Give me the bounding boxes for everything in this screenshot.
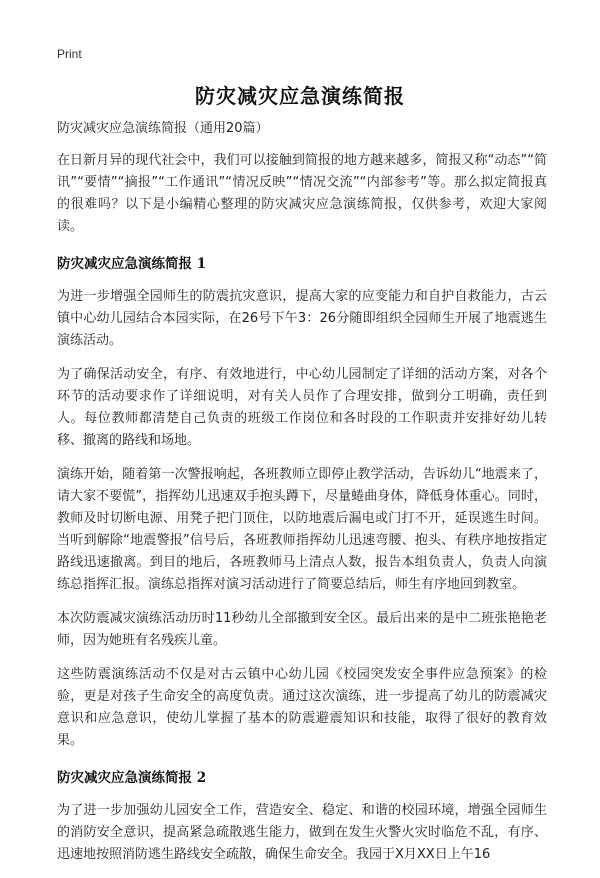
section-1-paragraph-4: 本次防震减灾演练活动历时11秒幼儿全部撤到安全区。最后出来的是中二班张艳艳老师，因为她班有名残疾儿童。: [57, 611, 547, 648]
section-1-paragraph-3: 演练开始，随着第一次警报响起，各班教师立即停止教学活动，告诉幼儿“地震来了，请大家不要慌”，指挥幼儿迅速双手抱头蹲下，尽量蜷曲身体，降低身体重心。同时，教师及时切断电源、用凳子把门顶住，以防地震后漏电或门打不开，延误逃生时间。当听到解除“地震警报”信号后，各班教师指挥幼儿迅速弯腰、抱头、有秩序地按指定路线迅速撤离。到目的地后，各班教师马上清点人数，报告本组负责人，负责人向演练总指挥汇报。演练总指挥对演习活动进行了简要总结后，师生有序地回到教室。: [57, 467, 547, 592]
section-1-paragraph-1: 为进一步增强全园师生的防震抗灾意识，提高大家的应变能力和自护自救能力，古云镇中心幼儿园结合本园实际，在26号下午3：26分随即组织全园师生开展了地震逃生演练活动。: [57, 289, 547, 348]
section-heading-2: 防灾减灾应急演练简报 2: [57, 770, 207, 786]
document-title: 防灾减灾应急演练简报: [195, 84, 405, 108]
section-heading-1: 防灾减灾应急演练简报 1: [57, 256, 207, 272]
print-link[interactable]: Print: [57, 47, 82, 61]
intro-paragraph: 在日新月异的现代社会中，我们可以接触到简报的地方越来越多，简报又称“动态”“简讯”“要情”“摘报”“工作通讯”“情况反映”“情况交流”“内部参考”等。那么拟定简报真的很难吗？以下是小编精心整理的防灾减灾应急演练简报，仅供参考，欢迎大家阅读。: [57, 153, 547, 234]
document-body: [57, 118, 547, 878]
section-2-paragraph-1: 为了进一步加强幼儿园安全工作，营造安全、稳定、和谐的校园环境，增强全园师生的消防安全意识，提高紧急疏散逃生能力，做到在发生火警火灾时临危不乱，有序、迅速地按照消防逃生路线安全疏散，确保生命安全。我园于X月XX日上午16: [57, 803, 547, 862]
section-1-paragraph-2: 为了确保活动安全，有序、有效地进行，中心幼儿园制定了详细的活动方案，对各个环节的活动要求作了详细说明，对有关人员作了合理安排，做到分工明确，责任到人。每位教师都清楚自己负责的班级工作岗位和各时段的工作职责并安排好幼儿转移、撤离的路线和场地。: [57, 367, 547, 448]
section-1-paragraph-5: 这些防震演练活动不仅是对古云镇中心幼儿园《校园突发安全事件应急预案》的检验，更是对孩子生命安全的高度负责。通过这次演练，进一步提高了幼儿的防震减灾意识和应急意识，使幼儿掌握了基本的防震避震知识和技能，取得了很好的教育效果。: [57, 667, 547, 748]
document-subtitle: 防灾减灾应急演练简报（通用20篇）: [57, 121, 269, 136]
